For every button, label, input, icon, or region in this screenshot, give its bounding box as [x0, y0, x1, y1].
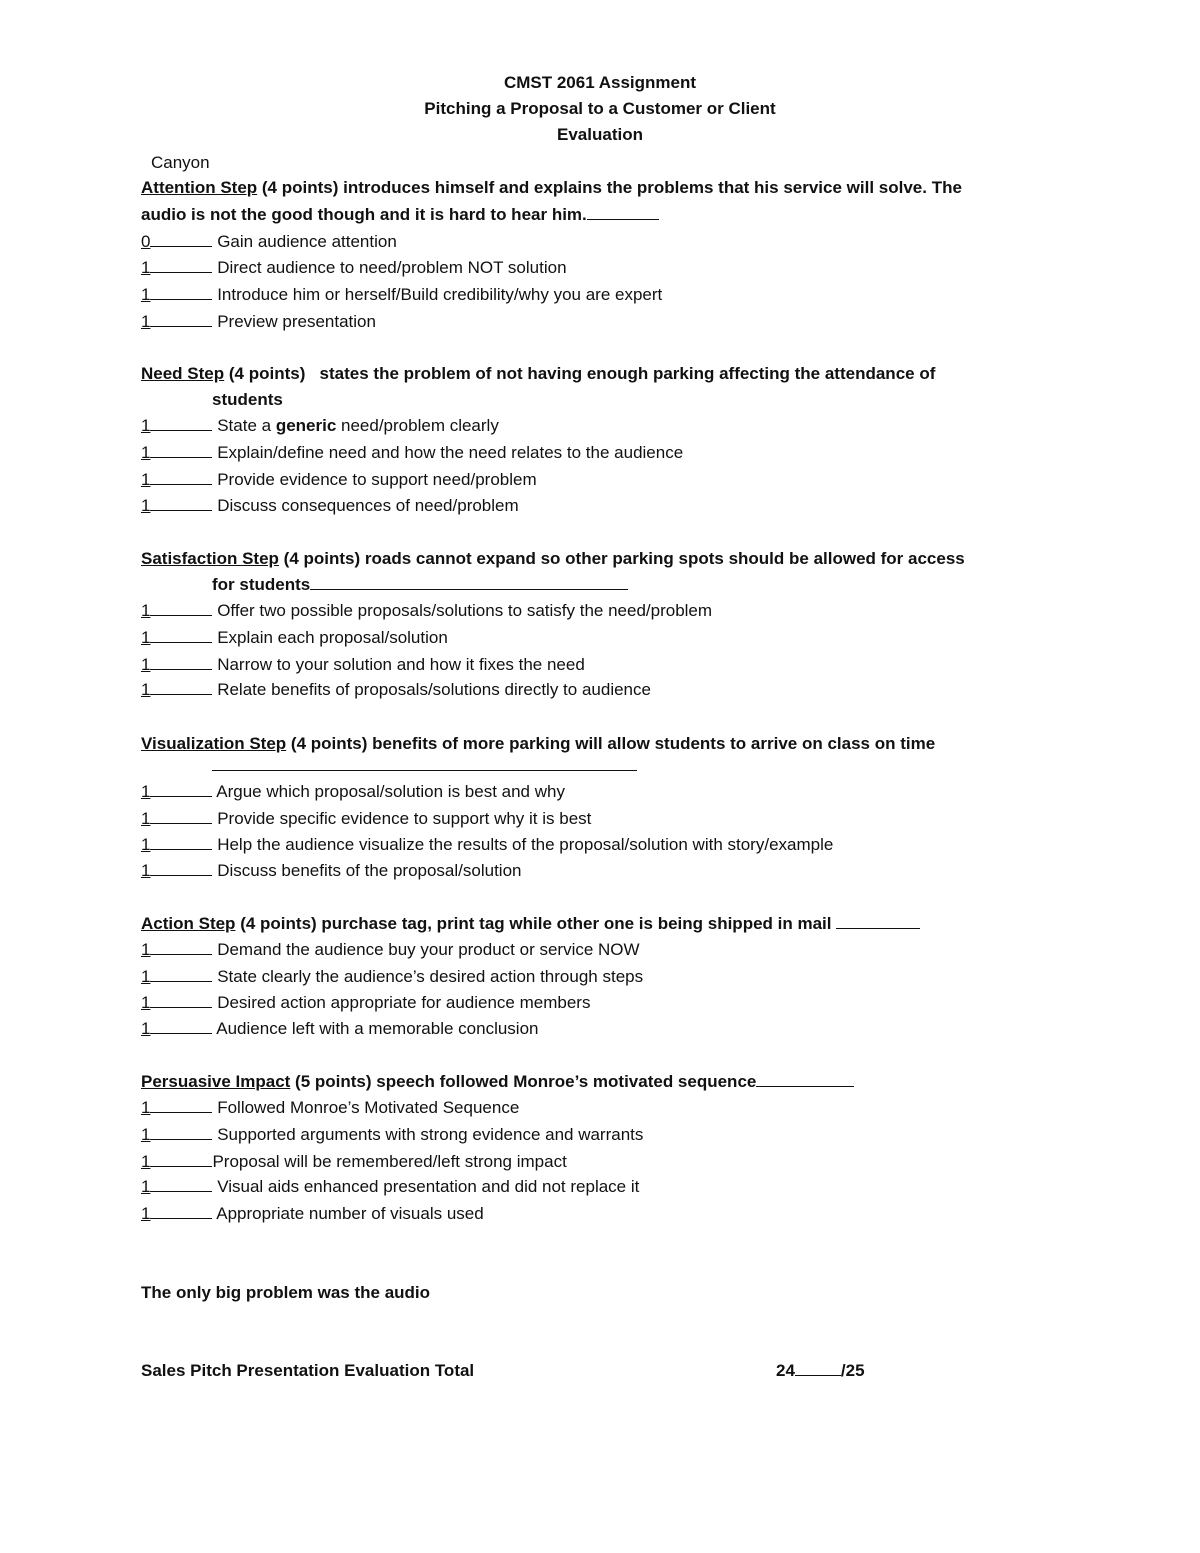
list-item — [141, 311, 376, 333]
item-text: Preview presentation — [217, 312, 376, 331]
score-blank — [150, 679, 212, 695]
section-comment: benefits of more parking will allow students to arrive on class on time — [372, 734, 936, 753]
list-item — [141, 1097, 519, 1119]
section-heading-action — [141, 913, 920, 935]
item-score: 1 — [141, 993, 151, 1012]
item-text: Explain/define need and how the need relates to the audience — [217, 443, 684, 462]
section-comment: introduces himself and explains the problems that his service will solve. The — [343, 178, 962, 197]
student-name: Canyon — [151, 153, 210, 172]
item-text: Proposal will be remembered/left strong impact — [212, 1152, 567, 1171]
section-label: Satisfaction Step — [141, 549, 279, 568]
section-comment-line2: students — [212, 390, 283, 409]
item-score: 1 — [141, 782, 151, 801]
section-label: Attention Step — [141, 178, 258, 197]
score-blank — [150, 442, 212, 458]
item-score: 0 — [141, 232, 151, 251]
item-text: Provide evidence to support need/problem — [217, 470, 537, 489]
section-heading-satisfaction — [141, 548, 965, 570]
section-comment-line2: audio is not the good though and it is hard to hear him. — [141, 205, 587, 224]
score-blank — [150, 654, 212, 670]
item-score: 1 — [141, 809, 151, 828]
item-score: 1 — [141, 601, 151, 620]
section-heading-attention — [141, 177, 962, 199]
item-text: Direct audience to need/problem NOT solution — [217, 258, 567, 277]
list-item — [141, 600, 712, 622]
score-blank — [150, 495, 212, 511]
list-item — [141, 834, 833, 856]
item-score: 1 — [141, 940, 151, 959]
item-text: Relate benefits of proposals/solutions directly to audience — [217, 680, 651, 699]
item-score: 1 — [141, 835, 151, 854]
item-text: Desired action appropriate for audience members — [217, 993, 591, 1012]
section-heading-persuasive — [141, 1071, 854, 1093]
list-item — [141, 1124, 643, 1146]
item-text-emphasis: generic — [275, 416, 337, 435]
score-blank — [150, 1203, 212, 1219]
list-item — [141, 654, 585, 676]
item-score: 1 — [141, 680, 151, 699]
section-comment: speech followed Monroe’s motivated sequence — [376, 1072, 757, 1091]
list-item — [141, 231, 397, 253]
item-score: 1 — [141, 285, 151, 304]
section-points: (4 points) — [283, 549, 361, 568]
comment-blank — [310, 574, 628, 590]
total-out-of: /25 — [840, 1361, 865, 1380]
item-score: 1 — [141, 1019, 151, 1038]
total-score — [776, 1360, 865, 1382]
section-comment-cont — [141, 204, 659, 226]
list-item — [141, 1203, 484, 1225]
list-item — [141, 284, 662, 306]
score-blank — [150, 1097, 212, 1113]
assignment-title: Pitching a Proposal to a Customer or Client — [424, 99, 776, 118]
list-item — [141, 679, 651, 701]
score-blank — [150, 284, 212, 300]
item-score: 1 — [141, 312, 151, 331]
list-item — [141, 966, 643, 988]
final-comment: The only big problem was the audio — [141, 1283, 431, 1302]
item-score: 1 — [141, 967, 151, 986]
item-text: Followed Monroe’s Motivated Sequence — [217, 1098, 520, 1117]
score-blank — [150, 231, 212, 247]
item-score: 1 — [141, 416, 151, 435]
item-text: Explain each proposal/solution — [217, 628, 448, 647]
item-score: 1 — [141, 1204, 151, 1223]
item-text: Audience left with a memorable conclusion — [216, 1019, 539, 1038]
section-label: Action Step — [141, 914, 236, 933]
score-blank — [150, 627, 212, 643]
item-score: 1 — [141, 628, 151, 647]
section-points: (4 points) — [240, 914, 317, 933]
score-blank — [150, 1124, 212, 1140]
item-score: 1 — [141, 1098, 151, 1117]
item-score: 1 — [141, 443, 151, 462]
section-comment: states the problem of not having enough parking affecting the attendance of — [319, 364, 936, 383]
score-blank — [150, 808, 212, 824]
section-points: (4 points) — [228, 364, 306, 383]
score-blank — [150, 469, 212, 485]
score-blank — [150, 834, 212, 850]
score-blank — [150, 860, 212, 876]
total-label: Sales Pitch Presentation Evaluation Total — [141, 1361, 475, 1380]
total-blank — [795, 1360, 841, 1376]
list-item — [141, 1151, 567, 1173]
section-label: Persuasive Impact — [141, 1072, 291, 1091]
item-score: 1 — [141, 1177, 151, 1196]
score-blank — [150, 257, 212, 273]
item-text: Offer two possible proposals/solutions to satisfy the need/problem — [217, 601, 713, 620]
section-label: Need Step — [141, 364, 225, 383]
section-heading-need — [141, 363, 935, 385]
score-blank — [150, 1151, 212, 1167]
comment-blank-rule — [212, 770, 637, 771]
item-score: 1 — [141, 1125, 151, 1144]
item-text: Introduce him or herself/Build credibility/why you are expert — [217, 285, 663, 304]
item-score: 1 — [141, 258, 151, 277]
item-score: 1 — [141, 470, 151, 489]
comment-blank — [587, 204, 659, 220]
comment-blank — [756, 1071, 854, 1087]
section-points: (5 points) — [295, 1072, 372, 1091]
course-title: CMST 2061 Assignment — [503, 73, 697, 92]
section-comment-cont — [212, 574, 628, 596]
total-score-value: 24 — [776, 1361, 795, 1380]
section-heading-visualization — [141, 733, 935, 755]
section-points: (4 points) — [261, 178, 339, 197]
score-blank — [150, 781, 212, 797]
list-item — [141, 1176, 639, 1198]
item-text: Narrow to your solution and how it fixes the need — [217, 655, 585, 674]
list-item — [141, 939, 640, 961]
list-item — [141, 627, 448, 649]
comment-blank — [836, 913, 920, 929]
score-blank — [150, 1018, 212, 1034]
list-item — [141, 781, 565, 803]
score-blank — [150, 992, 212, 1008]
item-text: Discuss benefits of the proposal/solution — [217, 861, 522, 880]
item-text: Appropriate number of visuals used — [216, 1204, 484, 1223]
list-item — [141, 257, 567, 279]
score-blank — [150, 966, 212, 982]
list-item — [141, 860, 522, 882]
list-item — [141, 992, 590, 1014]
section-comment-line2: for students — [212, 575, 311, 594]
score-blank — [150, 600, 212, 616]
item-score: 1 — [141, 861, 151, 880]
item-text-c: need/problem clearly — [336, 416, 499, 435]
score-blank — [150, 311, 212, 327]
section-comment: purchase tag, print tag while other one is being shipped in mail — [321, 914, 832, 933]
list-item — [141, 415, 499, 437]
list-item — [141, 469, 537, 491]
item-text: Demand the audience buy your product or service NOW — [217, 940, 640, 959]
item-text: Help the audience visualize the results of the proposal/solution with story/example — [217, 835, 834, 854]
item-text: Argue which proposal/solution is best and why — [216, 782, 565, 801]
score-blank — [150, 1176, 212, 1192]
section-points: (4 points) — [290, 734, 368, 753]
section-label: Visualization Step — [141, 734, 287, 753]
list-item — [141, 808, 591, 830]
item-score: 1 — [141, 496, 151, 515]
document-type: Evaluation — [557, 125, 643, 144]
item-text: Provide specific evidence to support why it is best — [217, 809, 592, 828]
item-text: Discuss consequences of need/problem — [217, 496, 519, 515]
item-score: 1 — [141, 1152, 151, 1171]
item-text: Supported arguments with strong evidence and warrants — [217, 1125, 644, 1144]
item-text: State clearly the audience’s desired action through steps — [217, 967, 644, 986]
score-blank — [150, 939, 212, 955]
score-blank — [150, 415, 212, 431]
list-item — [141, 442, 683, 464]
list-item — [141, 1018, 539, 1040]
list-item — [141, 495, 519, 517]
item-text: Visual aids enhanced presentation and did not replace it — [217, 1177, 640, 1196]
section-comment: roads cannot expand so other parking spots should be allowed for access — [364, 549, 965, 568]
item-text: Gain audience attention — [217, 232, 397, 251]
item-score: 1 — [141, 655, 151, 674]
item-text-a: State a — [217, 416, 276, 435]
